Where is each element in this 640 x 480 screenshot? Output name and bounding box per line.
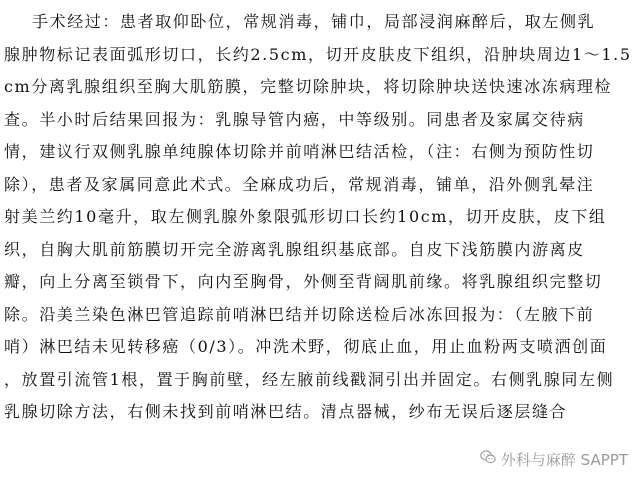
surgery-notes-text (4, 6, 636, 429)
watermark (477, 448, 630, 470)
text-line-11: 哨）淋巴结未见转移癌（0/3）。冲洗术野，彻底止血，用止血粉两支喷洒创面 (4, 337, 608, 356)
wechat-icon (479, 448, 497, 470)
text-line-7: 射美兰约10毫升，取左侧乳腺外象限弧形切口长约10cm，切开皮肤，皮下组 (4, 207, 607, 226)
watermark-text: 外科与麻醉 SAPPT (500, 450, 628, 469)
text-line-9: 瓣，向上分离至锁骨下，向内至胸骨，外侧至背阔肌前缘。将乳腺组织完整切 (4, 272, 603, 291)
text-line-8: 织，自胸大肌前筋膜切开完全游离乳腺组织基底部。自皮下浅筋膜内游离皮 (4, 239, 585, 259)
text-line-4: 查。半小时后结果回报为：乳腺导管内癌，中等级别。同患者及家属交待病 (4, 109, 585, 129)
text-line-12: ，放置引流管1根，置于胸前壁，经左腋前线戳洞引出并固定。右侧乳腺同左侧 (4, 369, 615, 389)
text-line-6: 除），患者及家属同意此术式。全麻成功后，常规消毒，铺单，沿外侧乳晕注 (4, 174, 595, 194)
text-line-13: 乳腺切除方法，右侧未找到前哨淋巴结。清点器械，纱布无误后逐层缝合 (4, 402, 568, 421)
text-line-5: 情，建议行双侧乳腺单纯腺体切除并前哨淋巴结活检，（注：右侧为预防性切 (4, 142, 595, 161)
text-line-3: cm分离乳腺组织至胸大肌筋膜，完整切除肿块，将切除肿块送快速冰冻病理检 (4, 77, 613, 96)
text-line-10: 除。沿美兰染色淋巴管追踪前哨淋巴结并切除送检后冰冻回报为：（左腋下前 (4, 304, 595, 324)
text-line-1: 手术经过：患者取仰卧位，常规消毒，铺巾，局部浸润麻醉后，取左侧乳 (32, 12, 596, 31)
text-line-2: 腺肿物标记表面弧形切口，长约2.5cm，切开皮肤皮下组织，沿肿块周边1～1.5 (4, 44, 632, 64)
